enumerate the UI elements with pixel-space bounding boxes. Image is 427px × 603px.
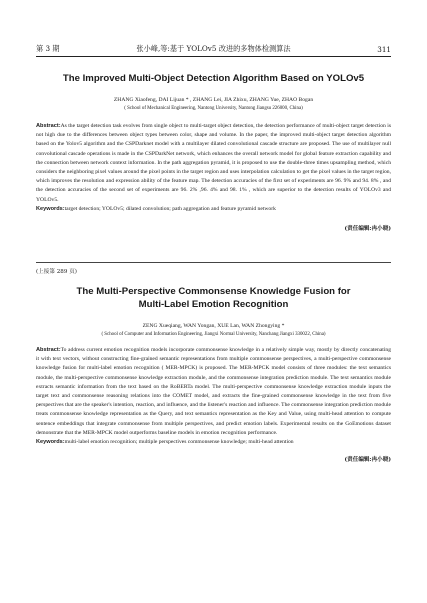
- keywords-label: Keywords:: [36, 439, 65, 446]
- article-1-authors: ZHANG Xiaofeng, DAI Lijuan * , ZHANG Lei, JIA Zhixu, ZHANG Yue, ZHAO Bogan: [113, 97, 314, 103]
- page-number: 311: [377, 45, 391, 54]
- abstract-label: Abstract:: [36, 347, 61, 353]
- article-2: [36, 285, 391, 463]
- article-2-abstract: [36, 346, 391, 438]
- keywords-text: multi-label emotion recognition; multiple perspectives commonsense knowledge; multi-head attention: [64, 439, 294, 446]
- running-header: [36, 40, 391, 54]
- keywords-text: target detection; YOLOv5; dilated convolution; path aggregation and feature pyramid network: [64, 205, 276, 212]
- article-2-editor: (责任编辑:冉小晓): [344, 457, 391, 464]
- article-1-keywords: [36, 205, 391, 214]
- keywords-label: Keywords:: [36, 205, 65, 212]
- abstract-text: To address current emotion recognition models incorporate commonsense knowledge in a relatively simple way, mostly by directly concatenating it with text vectors, without constructing fine-grained semantic representations from multiple commonsense perspectives, a multi-perspective commonsense knowledge fusion for multi-label emotion recognition ( MER-MPCK) is proposed. The MER-MPCK model consists of three modules: the text semantics module, the multi-perspective commonsense knowledge extraction module, and the commonsense integration prediction module. The text semantics module extracts semantic information from the text based on the RoBERTa model. The multi-perspective commonsense knowledge extraction module inputs the target text and commonsense reasoning relations into the COMET model, and extracts the fine-grained commonsense knowledge in the text from five perspectives that are the speaker's intention, reaction, and influence, and the listener's reaction and influence. The commonsense integration prediction module treats commonsense knowledge representation as the Query, and text semantics representation as the Key and Value, using multi-head attention to compute sentence embeddings that integrate commonsense from multiple perspectives, and predict emotion labels. Experimental results on the GoEmotions dataset demonstrate that the MER-MPCK model outperforms baseline models in emotion recognition performance.: [36, 347, 391, 436]
- article-1: [36, 72, 391, 232]
- article-2-affiliation: ( School of Computer and Information Engineering, Jiangxi Normal University, Nanchang Jiangxi 330022, China): [101, 332, 326, 337]
- abstract-label: Abstract:: [36, 123, 61, 129]
- continued-note: (上接第 289 页): [36, 269, 77, 275]
- running-title: 张小峰,等:基于 YOLOv5 改进的多物体检测算法: [136, 44, 291, 53]
- article-2-keywords: [36, 438, 391, 447]
- article-2-title: [36, 285, 391, 311]
- article-2-authors: ZENG Xueqiang, WAN Yongan, XUE Lan, WAN Zhongying *: [142, 323, 285, 329]
- article-2-title-line2: Multi-Label Emotion Recognition: [138, 299, 289, 310]
- article-1-title: The Improved Multi-Object Detection Algorithm Based on YOLOv5: [62, 73, 365, 84]
- abstract-text: As the target detection task evolves from single object to multi-target object detection, the detection performance of multi-object target detection is not high due to the differences between object types between color, shape and volume. In the paper, the improved multi-object target detection algorithm based on the Yolov5 algorithm and the CSPDarknet model with a multilayer dilated convolutional cascade structure are proposed. The use of multilayer null convolutional cascade operations is made in the CSPDarkNet network, which enhances the overall network model for global feature extraction capability and the connection between network context information. In the path aggregation pyramid, it is proposed to use the double-three times upsampling method, which considers the neighboring pixel values around the pixel points in the target region and uses interpolation calculation to get the pixel values in the target region, which improves the resolution and expression ability of the feature map. The detection accuracies of the first set of experiments are 96. 9% and 94. 8% , and the detection accuracies of the second set of experiments are 96. 2% ,96. 4% and 98. 1% , which are superior to the detection results of YOLOv3 and YOLOv5.: [36, 123, 391, 203]
- article-1-affiliation: ( School of Mechanical Engineering, Nantong University, Nantong Jiangsu 226000, China): [124, 106, 303, 111]
- section-divider: [36, 262, 391, 263]
- issue-label: 第 3 期: [36, 44, 60, 53]
- header-rule: [36, 56, 391, 57]
- article-1-abstract: [36, 122, 391, 205]
- article-1-editor: (责任编辑:冉小晓): [344, 226, 391, 233]
- article-2-title-line1: The Multi-Perspective Commonsense Knowledge Fusion for: [76, 286, 351, 297]
